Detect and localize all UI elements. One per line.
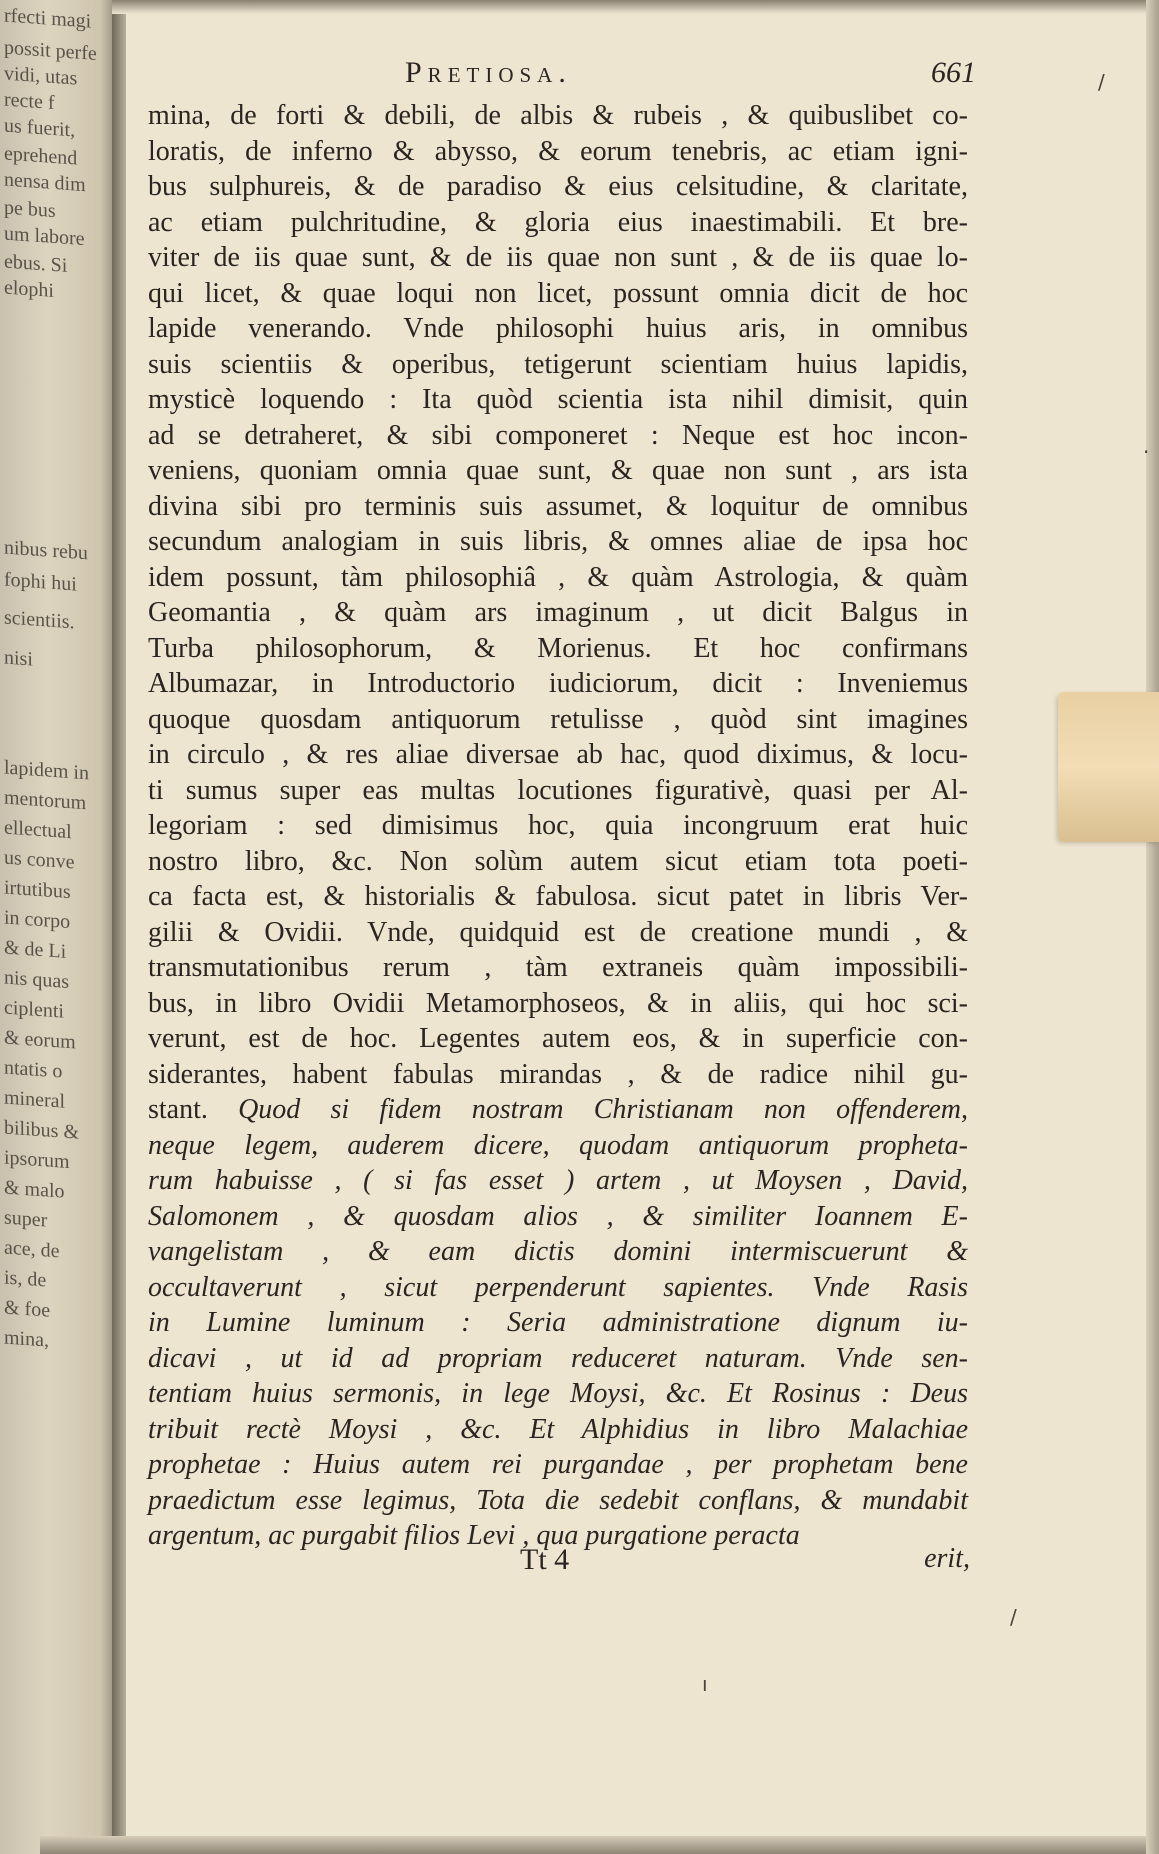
text-line-content: siderantes, habent fabulas mirandas , & de radice nihil gu- [148, 1058, 968, 1090]
text-line [148, 915, 968, 951]
text-line-content: tentiam huius sermonis, in lege Moysi, &c. Et Rosinus : Deus [148, 1378, 968, 1409]
text-line-content: bus sulphureis, & de paradiso & eius celsitudine, & claritate, [148, 171, 968, 202]
previous-page-fragment: pe bus [4, 196, 56, 223]
text-line-content: ca facta est, & historialis & fabulosa. sicut patet in libris Ver- [148, 881, 968, 912]
text-line-content: gilii & Ovidii. Vnde, quidquid est de creatione mundi , & [148, 916, 968, 948]
text-line [148, 205, 968, 241]
previous-page-fragment: um labore [4, 222, 85, 251]
page-top-edge [112, 0, 1159, 14]
previous-page-fragment: scientiis. [4, 606, 75, 634]
text-line-content: viter de iis quae sunt, & de iis quae non sunt , & de iis quae lo- [148, 242, 968, 273]
text-line [148, 1199, 968, 1235]
text-line [148, 631, 968, 667]
text-line [148, 1483, 968, 1519]
page-header [150, 56, 976, 96]
signature-mark: Tt 4 [520, 1543, 570, 1576]
text-line [148, 1447, 968, 1483]
previous-page-fragment: & malo [4, 1176, 65, 1203]
text-line [148, 169, 968, 205]
previous-page-fragment: & foe [4, 1296, 51, 1322]
text-line [148, 311, 968, 347]
text-line [148, 276, 968, 312]
text-line-content: qui licet, & quae loqui non licet, possunt omnia dicit de hoc [148, 277, 968, 309]
text-line [148, 1270, 968, 1306]
text-line [148, 1341, 968, 1377]
text-line-content: stant. [148, 1094, 208, 1125]
previous-page-fragment: eprehend [4, 142, 78, 170]
previous-page-fragment: us conve [4, 846, 75, 874]
previous-page-fragment: nensa dim [4, 168, 86, 197]
text-line [148, 702, 968, 738]
text-line-content: praedictum esse legimus, Tota die sedebit conflans, & mundabit [148, 1484, 968, 1516]
previous-page-fragment: super [4, 1206, 48, 1232]
text-line-content: ac etiam pulchritudine, & gloria eius inaestimabili. Et bre- [148, 206, 968, 238]
running-title: Pretiosa. [405, 56, 572, 89]
text-line-content: ad se detraheret, & sibi componeret : Neque est hoc incon- [148, 419, 968, 451]
text-line-content: nostro libro, &c. Non solùm autem sicut etiam tota poeti- [148, 845, 968, 877]
text-line-content: mina, de forti & debili, de albis & rubeis , & quibuslibet co- [148, 100, 968, 131]
text-line [148, 1021, 968, 1057]
previous-page-fragment: bilibus & [4, 1116, 80, 1144]
text-line [148, 737, 968, 773]
previous-page-fragment: ebus. Si [4, 250, 68, 277]
paper-mark: / [1098, 70, 1105, 94]
previous-page-fragment: ntatis o [4, 1056, 63, 1083]
previous-page-fragment: irtutibus [4, 876, 71, 904]
previous-page-fragment: nis quas [4, 966, 69, 994]
text-line-content: idem possunt, tàm philosophiâ , & quàm Astrologia, & quàm [148, 561, 968, 593]
text-line-content: Geomantia , & quàm ars imaginum , ut dicit Balgus in [148, 597, 968, 628]
page-right-edge [1146, 0, 1159, 1854]
text-line-content: veniens, quoniam omnia quae sunt, & quae non sunt , ars ista [148, 455, 968, 486]
text-line [148, 524, 968, 560]
text-line [148, 98, 968, 134]
text-line-content: suis scientiis & operibus, tetigerunt scientiam huius lapidis, [148, 348, 968, 380]
text-line-content: secundum analogiam in suis libris, & omnes aliae de ipsa hoc [148, 526, 968, 557]
previous-page-fragment: nisi [4, 646, 33, 671]
text-line [148, 773, 968, 809]
bookmark-tab [1058, 692, 1159, 842]
previous-page-fragment: & de Li [4, 936, 67, 963]
text-line-content: Turba philosophorum, & Morienus. Et hoc confirmans [148, 632, 968, 664]
paper-mark: · [1143, 440, 1150, 464]
previous-page-fragment: rfecti magi [4, 4, 92, 33]
previous-page-fragment: elophi [4, 276, 54, 302]
text-line [148, 240, 968, 276]
previous-page-fragment: recte f [4, 88, 55, 115]
text-line-content: neque legem, auderem dicere, quodam antiquorum propheta- [148, 1129, 968, 1161]
previous-page-fragment: ciplenti [4, 996, 64, 1023]
previous-page-fragment: & eorum [4, 1026, 76, 1054]
previous-page-fragment: in corpo [4, 906, 71, 934]
text-line-content: tribuit rectè Moysi , &c. Et Alphidius in libro Malachiae [148, 1413, 968, 1445]
text-line-content: Albumazar, in Introductorio iudiciorum, dicit : Inveniemus [148, 668, 968, 699]
text-line-content: legoriam : sed dimisimus hoc, quia incongruum erat huic [148, 810, 968, 841]
body-text [148, 98, 968, 1554]
text-line [148, 1412, 968, 1448]
book-gutter [112, 0, 126, 1854]
text-line-content: occultaverunt , sicut perpenderunt sapientes. Vnde Rasis [148, 1271, 968, 1303]
text-line-content: dicavi , ut id ad propriam reduceret naturam. Vnde sen- [148, 1342, 968, 1374]
previous-page-fragment: mina, [4, 1326, 49, 1352]
text-line [148, 1376, 968, 1412]
previous-page-fragment: us fuerit, [4, 114, 76, 142]
text-line [148, 134, 968, 170]
text-line [148, 560, 968, 596]
text-line-content: vangelistam , & eam dictis domini intermiscuerunt & [148, 1236, 968, 1267]
text-line [148, 808, 968, 844]
text-line-content: quoque quosdam antiquorum retulisse , quòd sint imagines [148, 703, 968, 735]
paper-mark: ı [702, 1672, 708, 1696]
previous-page-fragment: lapidem in [4, 756, 89, 785]
text-line [148, 844, 968, 880]
previous-page-fragment: possit perfe [4, 36, 97, 65]
text-line [148, 595, 968, 631]
text-line [148, 1057, 968, 1093]
page-number: 661 [931, 56, 976, 89]
text-line [148, 1128, 968, 1164]
text-line-content: lapide venerando. Vnde philosophi huius aris, in omnibus [148, 313, 968, 344]
text-line-content: verunt, est de hoc. Legentes autem eos, & in superficie con- [148, 1023, 968, 1054]
text-line [148, 986, 968, 1022]
previous-page-fragment: mineral [4, 1086, 66, 1113]
page-bottom-edge [40, 1836, 1159, 1854]
previous-page-fragment: fophi hui [4, 568, 77, 596]
previous-page-fragment: vidi, utas [4, 62, 78, 90]
previous-page-fragment: ace, de [4, 1236, 60, 1263]
text-line-content: in Lumine luminum : Seria administratione dignum iu- [148, 1307, 968, 1338]
text-line-content: divina sibi pro terminis suis assumet, & loquitur de omnibus [148, 490, 968, 522]
text-line [148, 1092, 968, 1128]
previous-page-fragment: nibus rebu [4, 536, 88, 565]
italic-quotation: Quod si fidem nostram Christianam non offenderem, [238, 1094, 969, 1125]
previous-page-fragment: ellectual [4, 816, 72, 844]
text-line-content: Salomonem , & quosdam alios , & similiter Ioannem E- [148, 1200, 968, 1232]
text-line [148, 347, 968, 383]
text-line [148, 879, 968, 915]
previous-page-edge [0, 0, 118, 1854]
text-line [148, 489, 968, 525]
previous-page-fragment: is, de [4, 1266, 47, 1292]
text-line-content: mysticè loquendo : Ita quòd scientia ista nihil dimisit, quin [148, 384, 968, 415]
catchword: erit, [924, 1543, 970, 1574]
text-line [148, 1305, 968, 1341]
text-line [148, 950, 968, 986]
text-line-content: argentum, ac purgabit filios Levi , qua purgatione peracta [148, 1520, 800, 1551]
text-line-content: transmutationibus rerum , tàm extraneis quàm impossibili- [148, 952, 968, 983]
text-line [148, 1234, 968, 1270]
text-line [148, 666, 968, 702]
text-line-content: rum habuisse , ( si fas esset ) artem , ut Moysen , David, [148, 1165, 968, 1196]
page-footer [150, 1543, 970, 1583]
text-line-content: prophetae : Huius autem rei purgandae , per prophetam bene [148, 1449, 968, 1480]
text-line-content: ti sumus super eas multas locutiones figurativè, quasi per Al- [148, 774, 968, 806]
text-line-content: in circulo , & res aliae diversae ab hac, quod diximus, & locu- [148, 739, 968, 770]
text-line [148, 418, 968, 454]
text-line [148, 1163, 968, 1199]
text-line [148, 382, 968, 418]
previous-page-fragment: mentorum [4, 786, 87, 815]
previous-page-fragment: ipsorum [4, 1146, 70, 1174]
text-line-content: bus, in libro Ovidii Metamorphoseos, & in aliis, qui hoc sci- [148, 987, 968, 1019]
text-line-content: loratis, de inferno & abysso, & eorum tenebris, ac etiam igni- [148, 135, 968, 167]
text-line [148, 453, 968, 489]
paper-mark: / [1010, 1605, 1017, 1629]
